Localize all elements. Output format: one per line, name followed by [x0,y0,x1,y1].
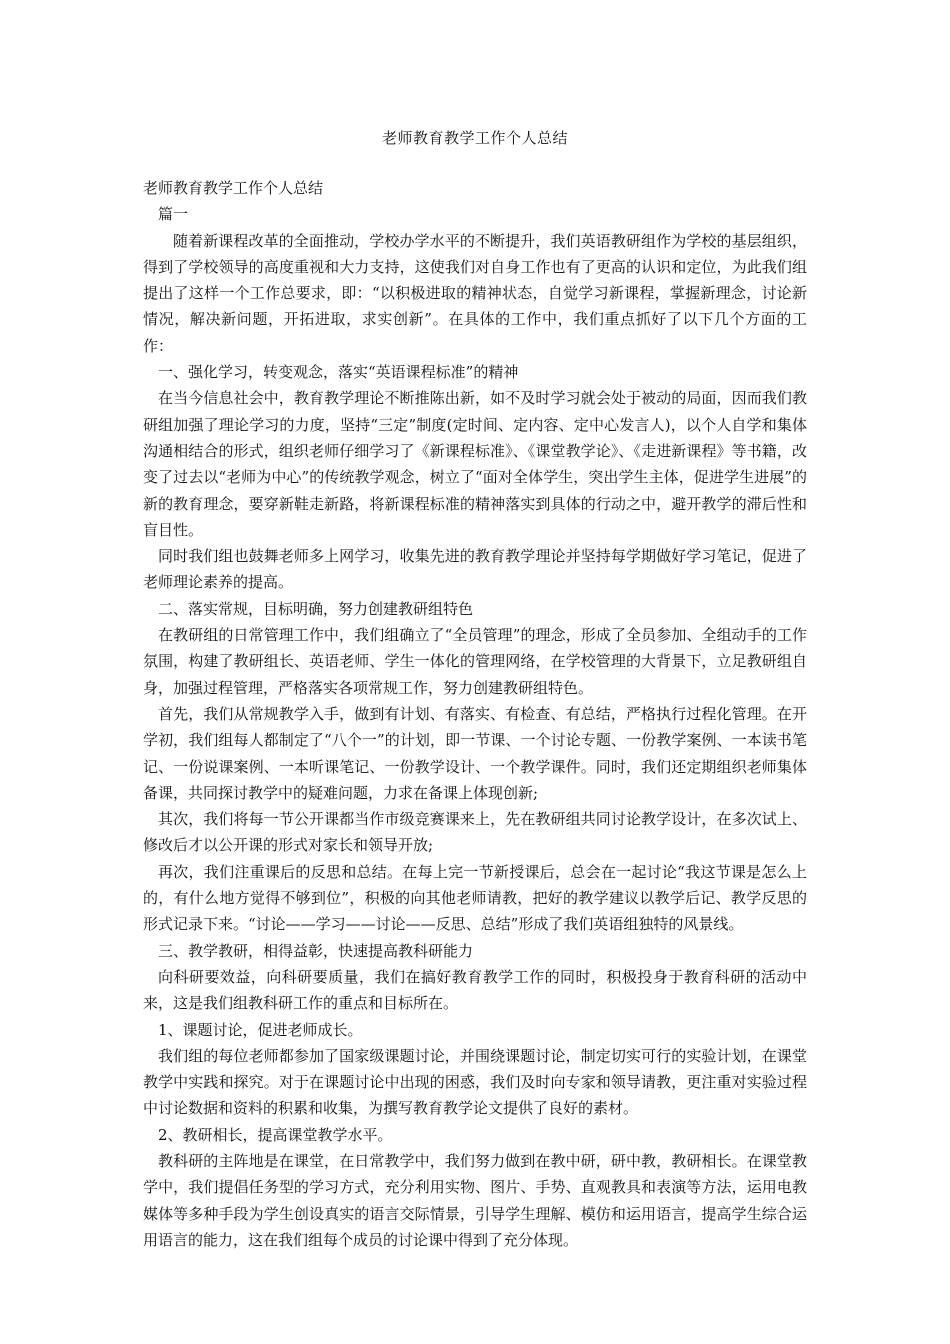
paragraph: 教科研的主阵地是在课堂，在日常教学中，我们努力做到在教中研，研中教，教研相长。在课堂教学中，我们提倡任务型的学习方式，充分利用实物、图片、手势、直观教具和表演等方法，运用电教媒体等多种手段为学生创设真实的语言交际情景，引导学生理解、模仿和运用语言，提高学生综合运用语言的能力，这在我们组每个成员的讨论课中得到了充分体现。 [143,1151,807,1249]
subsection-heading: 2、教研相长，提高课堂教学水平。 [158,1125,393,1144]
paragraph: 首先，我们从常规教学入手，做到有计划、有落实、有检查、有总结，严格执行过程化管理。在开学初，我们组每人都制定了“八个一”的计划，即一节课、一个讨论专题、一份教学案例、一本读书笔记、一份说课案例、一本听课笔记、一份教学设计、一个教学课件。同时，我们还定期组织老师集体备课，共同探讨教学中的疑难问题，力求在备课上体现创新; [143,704,807,802]
paragraph: 其次，我们将每一节公开课都当作市级竞赛课来上，先在教研组共同讨论教学设计，在多次试上、修改后才以公开课的形式对家长和领导开放; [143,810,807,855]
part-label: 篇一 [158,205,189,224]
subsection-heading: 1、课题讨论，促进老师成长。 [158,1020,363,1039]
paragraph: 向科研要效益，向科研要质量，我们在搞好教育教学工作的同时，积极投身于教育科研的活动中来，这是我们组教科研工作的重点和目标所在。 [143,967,807,1013]
document-title: 老师教育教学工作个人总结 [381,129,568,147]
paragraph: 同时我们组也鼓舞老师多上网学习，收集先进的教育教学理论并坚持每学期做好学习笔记，促进了老师理论素养的提高。 [143,547,807,592]
paragraph: 再次，我们注重课后的反思和总结。在每上完一节新授课后，总会在一起讨论“我这节课是怎么上的，有什么地方觉得不够到位”，积极的向其他老师请教，把好的教学建议以教学后记、教学反思的形式记录下来。“讨论——学习——讨论——反思、总结”形成了我们英语组独特的风景线。 [143,862,807,934]
document-subtitle: 老师教育教学工作个人总结 [143,179,324,197]
section-heading: 二、落实常规，目标明确，努力创建教研组特色 [158,599,474,618]
section-heading: 一、强化学习，转变观念，落实“英语课程标准”的精神 [158,363,519,382]
section-heading: 三、教学教研，相得益彰，快速提高教科研能力 [158,941,474,960]
document-body [143,175,807,1253]
paragraph: 在教研组的日常管理工作中，我们组确立了“全员管理”的理念，形成了全员参加、全组动手的工作氛围，构建了教研组长、英语老师、学生一体化的管理网络，在学校管理的大背景下，立足教研组自身，加强过程管理，严格落实各项常规工作，努力创建教研组特色。 [143,626,807,697]
paragraph: 我们组的每位老师都参加了国家级课题讨论，并围绕课题讨论，制定切实可行的实验计划，在课堂教学中实践和探究。对于在课题讨论中出现的困惑，我们及时向专家和领导请教，更注重对实验过程中讨论数据和资料的积累和收集，为撰写教育教学论文提供了良好的素材。 [143,1046,807,1118]
paragraph: 随着新课程改革的全面推动，学校办学水平的不断提升，我们英语教研组作为学校的基层组织，得到了学校领导的高度重视和大力支持，这使我们对自身工作也有了更高的认识和定位，为此我们组提出了这样一个工作总要求，即：“以积极进取的精神状态，自觉学习新课程，掌握新理念，讨论新情况，解决新问题，开拓进取，求实创新”。在具体的工作中，我们重点抓好了以下几个方面的工作： [143,231,807,355]
paragraph: 在当今信息社会中，教育教学理论不断推陈出新，如不及时学习就会处于被动的局面，因而我们教研组加强了理论学习的力度，坚持“三定”制度(定时间、定内容、定中心发言人)，以个人自学和集体沟通相结合的形式，组织老师仔细学习了《新课程标准》、《课堂教学论》、《走进新课程》等书籍，改变了过去以“老师为中心”的传统教学观念，树立了“面对全体学生，突出学生主体，促进学生进展”的新的教育理念，要穿新鞋走新路，将新课程标准的精神落实到具体的行动之中，避开教学的滞后性和盲目性。 [143,389,807,539]
